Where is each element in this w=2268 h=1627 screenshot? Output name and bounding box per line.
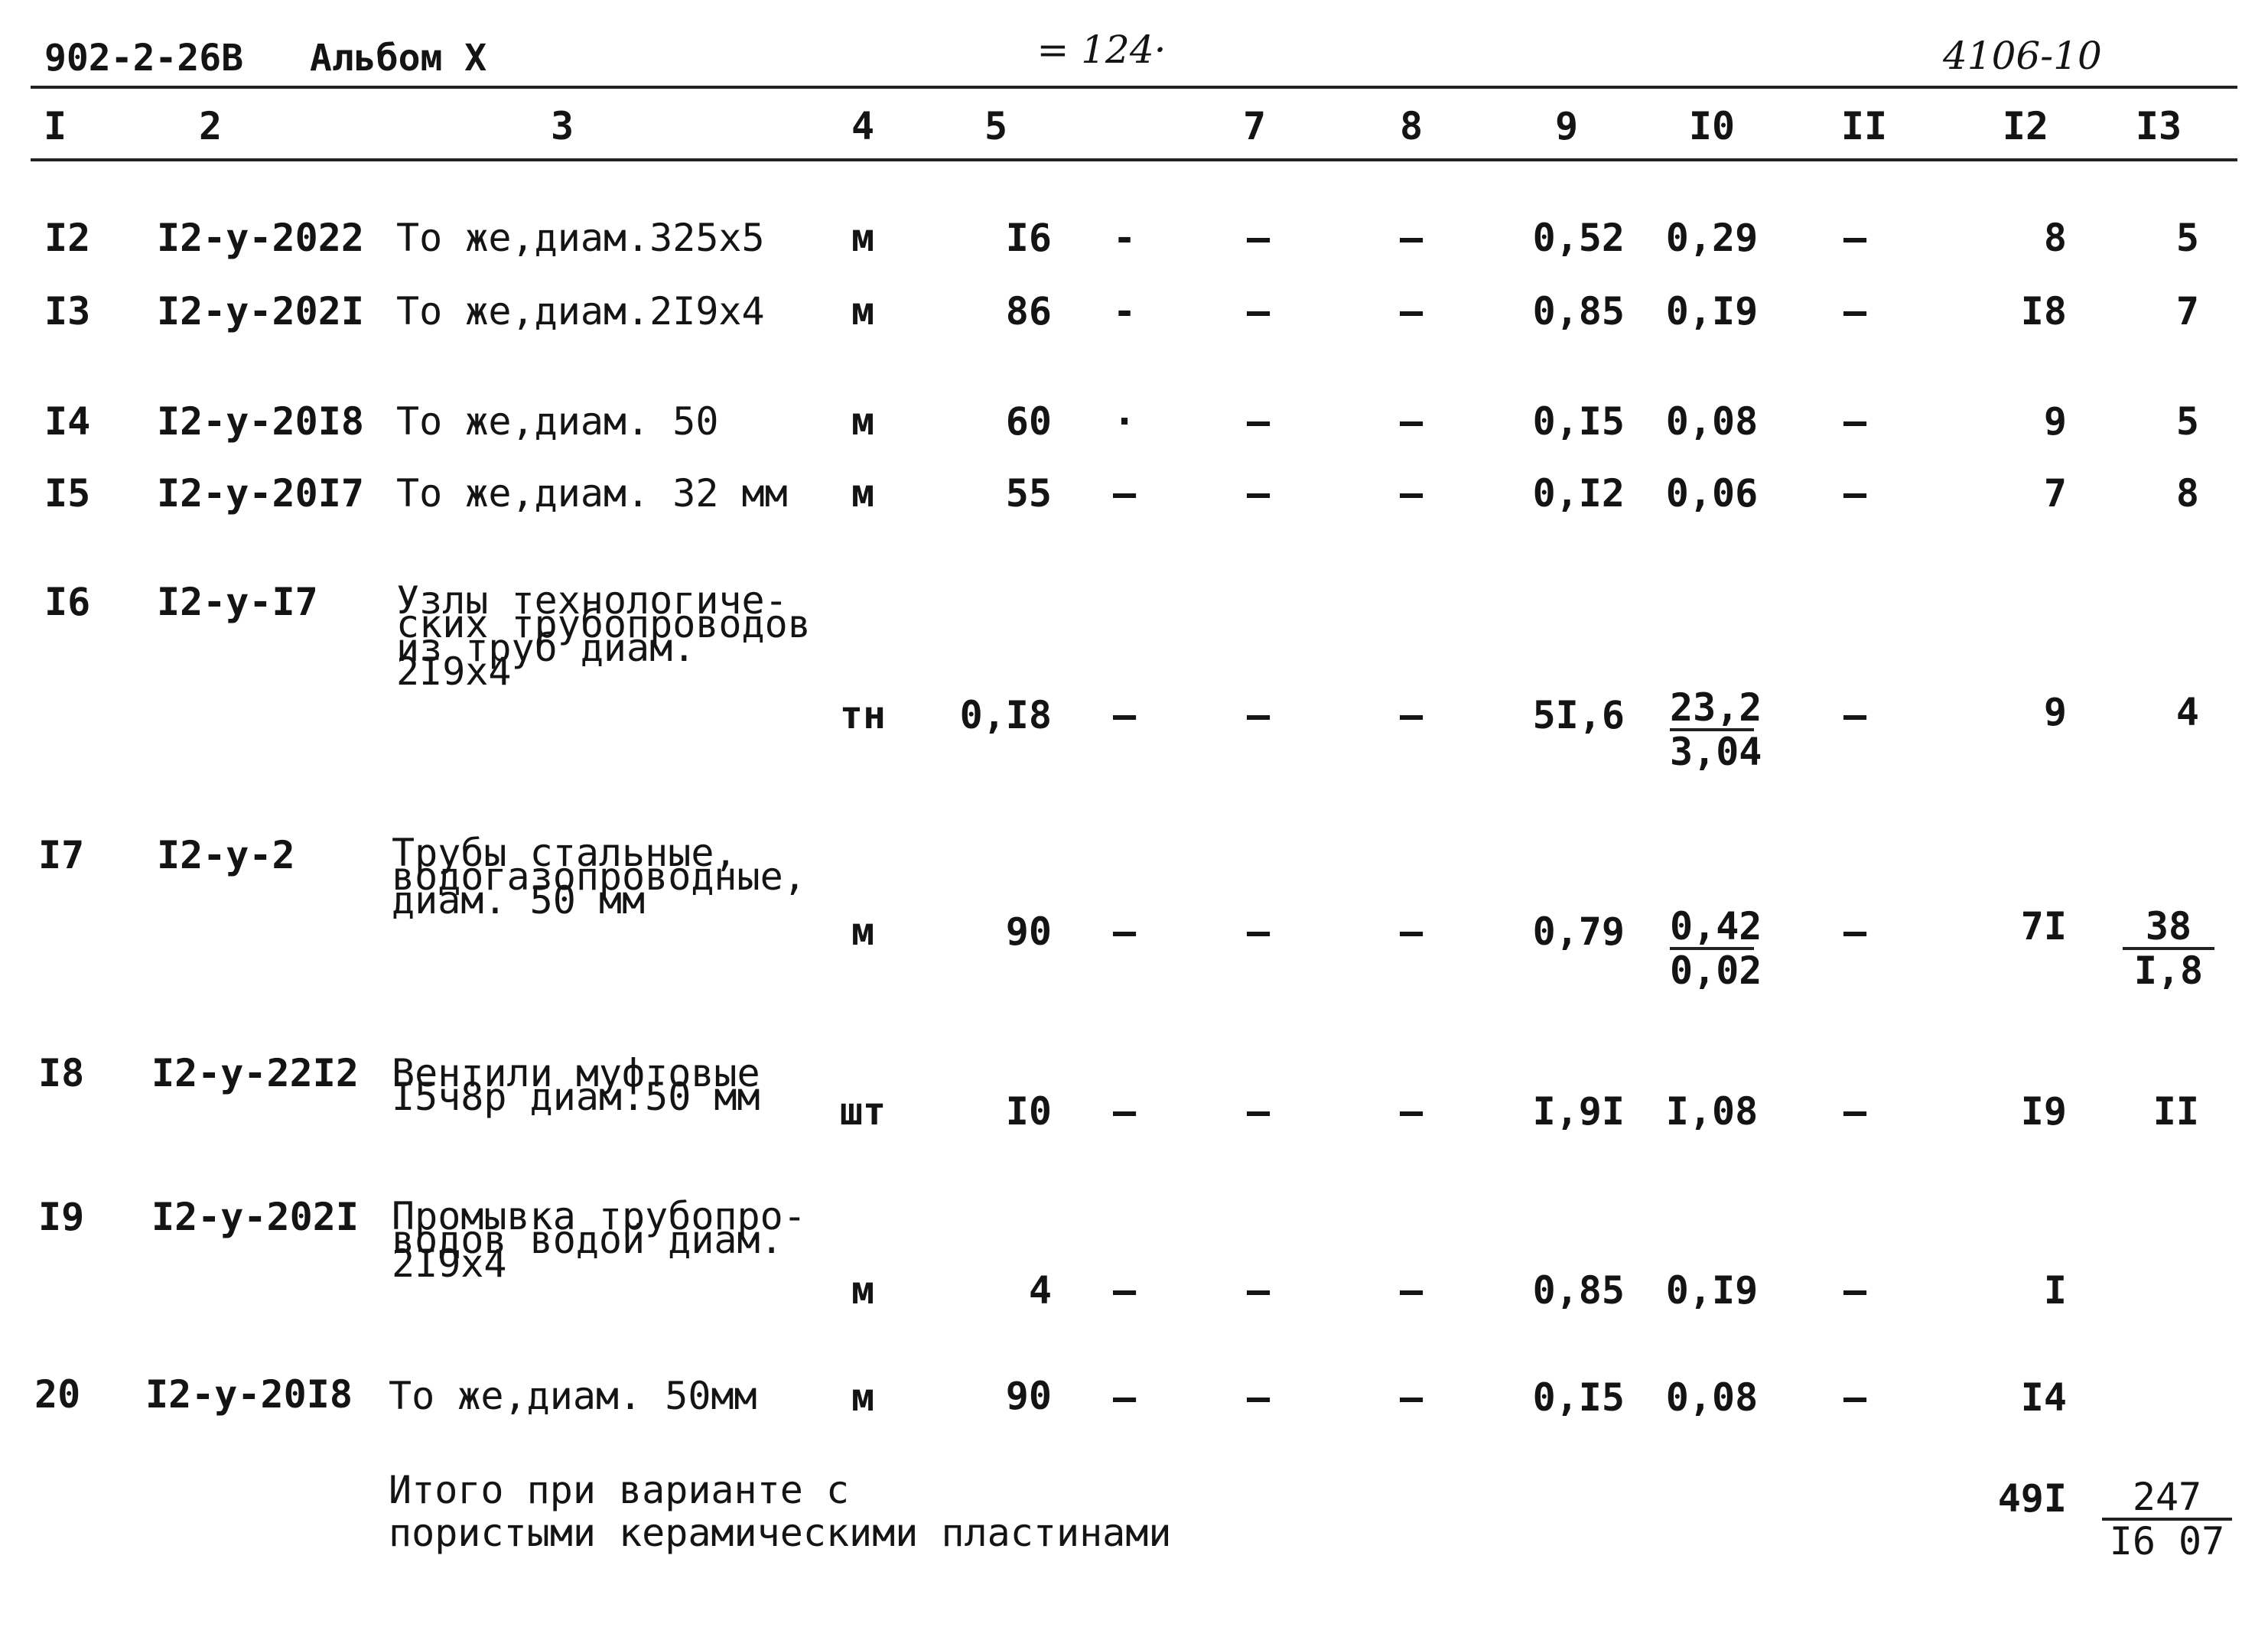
row-col9: 5I,6 (1532, 693, 1625, 737)
total-col12: 49I (1997, 1476, 2067, 1521)
row-col8: – (1399, 1375, 1424, 1420)
col-header-13: I3 (2135, 104, 2182, 148)
row-quantity: 90 (1005, 1374, 1052, 1418)
row-quantity: 86 (1005, 289, 1052, 334)
col-header-4: 4 (851, 104, 875, 148)
col-header-8: 8 (1399, 104, 1424, 148)
row-unit: м (851, 1268, 875, 1313)
row-code: I2-у-20I7 (157, 471, 364, 516)
row-col11: – (1843, 1089, 1867, 1134)
row-quantity: 90 (1005, 909, 1052, 954)
row-quantity: I6 (1005, 216, 1052, 260)
row-col6: – (1112, 693, 1137, 737)
row-col8: – (1399, 1089, 1424, 1134)
row-description: Вентили муфтовые I5ч8р диам.50 мм (392, 1051, 760, 1119)
row-number: I5 (44, 471, 91, 516)
row-col10-fraction (1670, 685, 1762, 774)
row-col9: 0,52 (1532, 216, 1625, 260)
col-header-12: I2 (2002, 104, 2049, 148)
row-quantity: 0,I8 (959, 693, 1052, 737)
row-description: То же,диам. 50мм (389, 1374, 757, 1418)
row-col7: – (1246, 399, 1271, 444)
fraction-numerator: 38 (2123, 907, 2214, 950)
row-description: То же,диам. 50 (396, 399, 719, 444)
row-description: То же,диам.2I9х4 (396, 289, 765, 334)
row-col8: – (1399, 693, 1424, 737)
row-col11: – (1843, 289, 1867, 334)
row-number: I3 (44, 289, 91, 334)
row-col8: – (1399, 399, 1424, 444)
row-col6: - (1112, 216, 1137, 260)
row-code: I2-у-20I8 (145, 1372, 353, 1417)
row-col11: – (1843, 1375, 1867, 1420)
row-col9: I,9I (1532, 1089, 1625, 1134)
row-unit: м (851, 1375, 875, 1420)
row-quantity: 4 (1028, 1268, 1052, 1313)
row-number: 20 (34, 1372, 81, 1417)
row-col7: – (1246, 1268, 1271, 1313)
row-number: I9 (38, 1195, 85, 1239)
row-unit: м (851, 399, 875, 444)
col-header-5: 5 (984, 104, 1008, 148)
row-col12: I (2043, 1268, 2067, 1313)
row-col9: 0,I5 (1532, 1375, 1625, 1420)
col-header-7: 7 (1242, 104, 1267, 148)
fraction-numerator: 23,2 (1670, 685, 1762, 730)
fraction-denominator: I,8 (2133, 949, 2204, 993)
row-quantity: I0 (1005, 1089, 1052, 1134)
fraction-numerator: 247 (2102, 1478, 2232, 1521)
col-header-11: II (1840, 104, 1888, 148)
row-col10: 0,I9 (1665, 289, 1759, 334)
row-col11: – (1843, 1268, 1867, 1313)
row-unit: м (851, 471, 875, 516)
row-quantity: 60 (1005, 399, 1052, 444)
row-col11: – (1843, 471, 1867, 516)
header-rule-bottom (31, 158, 2237, 161)
row-col9: 0,79 (1532, 909, 1625, 954)
row-number: I2 (44, 216, 91, 260)
row-col8: – (1399, 471, 1424, 516)
row-col7: – (1246, 471, 1271, 516)
total-label: Итого при варианте с пористыми керамическими пластинами (389, 1468, 1172, 1555)
row-col10: 0,I9 (1665, 1268, 1759, 1313)
fraction-denominator: 3,04 (1670, 730, 1762, 774)
row-col9: 0,85 (1532, 1268, 1625, 1313)
row-col6: · (1112, 399, 1137, 444)
col-header-10: I0 (1688, 104, 1736, 148)
row-col13: 4 (2175, 690, 2199, 734)
row-code: I2-у-20I8 (157, 399, 364, 444)
row-col13: 8 (2175, 471, 2199, 516)
row-col8: – (1399, 1268, 1424, 1313)
col-header-2: 2 (198, 104, 223, 148)
row-col6: - (1112, 289, 1137, 334)
row-number: I4 (44, 399, 91, 444)
row-unit: м (851, 216, 875, 260)
row-col12: 7I (2020, 904, 2067, 949)
row-col10: 0,08 (1665, 1375, 1759, 1420)
album-label: Альбом X (310, 37, 487, 80)
row-col8: – (1399, 909, 1424, 954)
row-number: I6 (44, 580, 91, 624)
fraction-denominator: 0,02 (1670, 949, 1762, 993)
row-unit: тн (839, 693, 887, 737)
row-col10: 0,29 (1665, 216, 1759, 260)
row-col7: – (1246, 216, 1271, 260)
row-col7: – (1246, 1089, 1271, 1134)
row-col8: – (1399, 216, 1424, 260)
row-description: Трубы стальные, водогазопроводные, диам. 50 мм (392, 831, 806, 923)
row-code: I2-у-I7 (157, 580, 318, 624)
col-header-3: 3 (550, 104, 574, 148)
row-unit: шт (839, 1089, 887, 1134)
total-col13-fraction (2102, 1475, 2232, 1564)
row-col6: – (1112, 1375, 1137, 1420)
row-code: I2-у-2 (157, 833, 295, 877)
row-description: Узлы технологиче- ских трубопроводов из труб диам. 2I9х4 (396, 578, 811, 694)
doc-code: 902-2-26В (44, 37, 244, 80)
row-col7: – (1246, 289, 1271, 334)
row-description: То же,диам. 32 мм (396, 471, 788, 516)
row-col11: – (1843, 216, 1867, 260)
row-number: I8 (38, 1051, 85, 1095)
row-code: I2-у-2022 (157, 216, 364, 260)
row-col13-fraction (2123, 904, 2214, 993)
row-col10: I,08 (1665, 1089, 1759, 1134)
row-number: I7 (38, 833, 85, 877)
page-number: = 124· (1036, 28, 1167, 72)
row-col10: 0,08 (1665, 399, 1759, 444)
col-header-9: 9 (1554, 104, 1579, 148)
row-col8: – (1399, 289, 1424, 334)
row-quantity: 55 (1005, 471, 1052, 516)
row-code: I2-у-202I (151, 1195, 359, 1239)
row-col11: – (1843, 909, 1867, 954)
row-code: I2-у-22I2 (151, 1051, 359, 1095)
row-col6: – (1112, 909, 1137, 954)
row-col11: – (1843, 399, 1867, 444)
row-col12: I8 (2020, 289, 2067, 334)
col-header-1: I (43, 104, 67, 148)
row-col10-fraction (1670, 904, 1762, 993)
row-code: I2-у-202I (157, 289, 364, 334)
row-col12: I4 (2020, 1375, 2067, 1420)
row-col7: – (1246, 909, 1271, 954)
row-col13: 5 (2175, 399, 2199, 444)
row-col9: 0,I2 (1532, 471, 1625, 516)
row-col13: II (2152, 1089, 2199, 1134)
header-rule-top (31, 86, 2237, 89)
archive-stamp: 4106-10 (1943, 34, 2102, 78)
row-col9: 0,85 (1532, 289, 1625, 334)
row-col6: – (1112, 471, 1137, 516)
row-description: То же,диам.325х5 (396, 216, 765, 260)
row-col11: – (1843, 693, 1867, 737)
row-unit: м (851, 289, 875, 334)
row-col12: 7 (2043, 471, 2067, 516)
row-col7: – (1246, 693, 1271, 737)
row-col10: 0,06 (1665, 471, 1759, 516)
fraction-numerator: 0,42 (1670, 904, 1762, 949)
row-col13: 7 (2175, 289, 2199, 334)
fraction-denominator: I6 07 (2109, 1519, 2225, 1564)
row-col13: 5 (2175, 216, 2199, 260)
row-col12: 9 (2043, 690, 2067, 734)
row-col12: 8 (2043, 216, 2067, 260)
row-col6: – (1112, 1268, 1137, 1313)
row-description: Промывка трубопро- водов водой диам. 2I9х4 (392, 1194, 806, 1286)
row-col9: 0,I5 (1532, 399, 1625, 444)
row-col12: I9 (2020, 1089, 2067, 1134)
row-col12: 9 (2043, 399, 2067, 444)
row-col6: – (1112, 1089, 1137, 1134)
row-unit: м (851, 909, 875, 954)
row-col7: – (1246, 1375, 1271, 1420)
